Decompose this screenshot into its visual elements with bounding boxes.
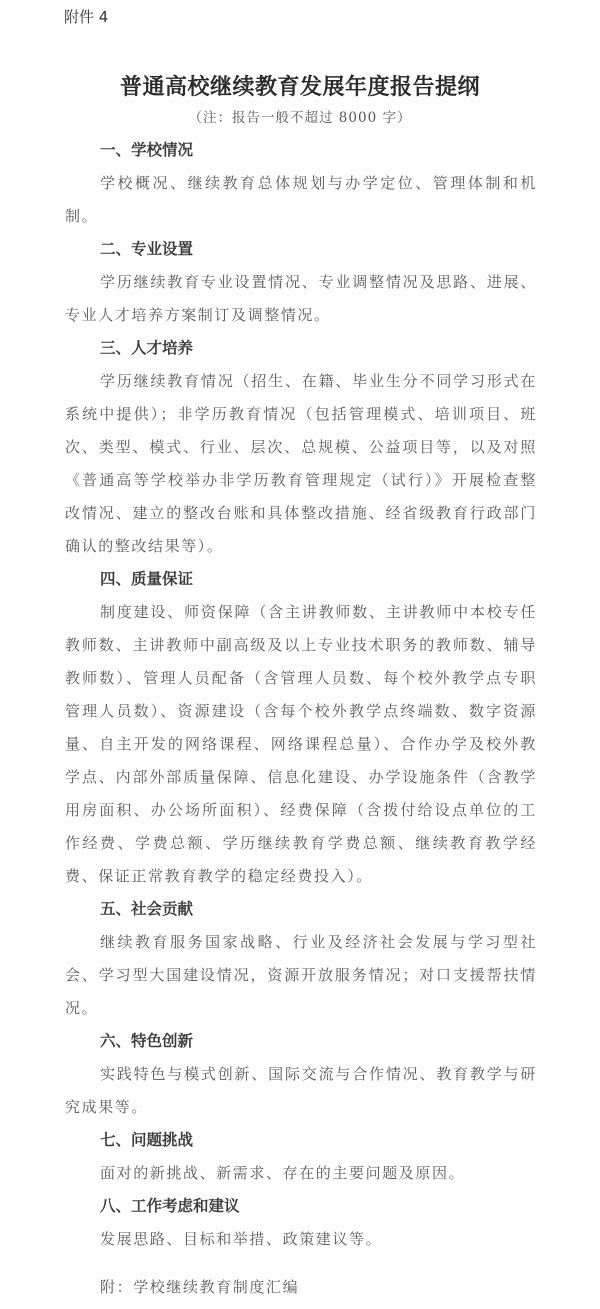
- section-recommendations: [65, 1190, 537, 1256]
- section-body: 实践特色与模式创新、国际交流与合作情况、教育教学与研究成果等。: [65, 1065, 537, 1116]
- section-heading: 二、专业设置: [100, 240, 194, 258]
- length-note: （注：报告一般不超过 8000 字）: [188, 110, 412, 126]
- section-social-contribution: [65, 893, 537, 1025]
- section-majors: [65, 233, 537, 332]
- section-body: 制度建设、师资保障（含主讲教师数、主讲教师中本校专任教师数、主讲教师中副高级及以上专业技术职务的教师数、辅导教师数）、管理人员配备（含管理人员数、每个校外教学点专职管理人员数）、资源建设（含每个校外教学点终端数、数字资源量、自主开发的网络课程、网络课程总量）、合作办学及校外教学点、内部外部质量保障、信息化建设、办学设施条件（含教学用房面积、办公场所面积）、经费保障（含拨付给设点单位的工作经费、学费总额、学历继续教育学费总额、继续教育教学经费、保证正常教育教学的稳定经费投入）。: [65, 603, 537, 885]
- section-body: 继续教育服务国家战略、行业及经济社会发展与学习型社会、学习型大国建设情况，资源开放服务情况；对口支援帮扶情况。: [65, 933, 537, 1017]
- section-quality-assurance: [65, 563, 537, 893]
- section-heading: 七、问题挑战: [100, 1131, 194, 1149]
- document-body: [65, 134, 537, 1256]
- section-body: 发展思路、目标和举措、政策建议等。: [100, 1230, 383, 1248]
- document-title: 普通高校继续教育发展年度报告提纲: [119, 74, 480, 100]
- section-heading: 一、学校情况: [100, 141, 194, 159]
- section-talent-training: [65, 332, 537, 563]
- section-body: 面对的新挑战、新需求、存在的主要问题及原因。: [100, 1164, 466, 1182]
- section-heading: 六、特色创新: [100, 1032, 194, 1050]
- section-heading: 三、人才培养: [100, 339, 194, 357]
- section-challenges: [65, 1124, 537, 1190]
- section-heading: 四、质量保证: [100, 570, 194, 588]
- section-innovation: [65, 1025, 537, 1124]
- section-body: 学历继续教育情况（招生、在籍、毕业生分不同学习形式在系统中提供）；非学历教育情况（包括管理模式、培训项目、班次、类型、模式、行业、层次、总规模、公益项目等，以及对照《普通高等学校举办非学历教育管理规定（试行）》开展检查整改情况、建立的整改台账和具体整改措施、经省级教育行政部门确认的整改结果等）。: [65, 372, 537, 555]
- section-school-overview: [65, 134, 537, 233]
- section-heading: 八、工作考虑和建议: [100, 1197, 240, 1215]
- attachment-label: 附件 4: [64, 8, 109, 26]
- section-body: 学校概况、继续教育总体规划与办学定位、管理体制和机制。: [65, 174, 537, 225]
- section-body: 学历继续教育专业设置情况、专业调整情况及思路、进展、专业人才培养方案制订及调整情况。: [65, 273, 537, 324]
- section-heading: 五、社会贡献: [100, 900, 194, 918]
- appendix-note: 附：学校继续教育制度汇编: [100, 1278, 300, 1296]
